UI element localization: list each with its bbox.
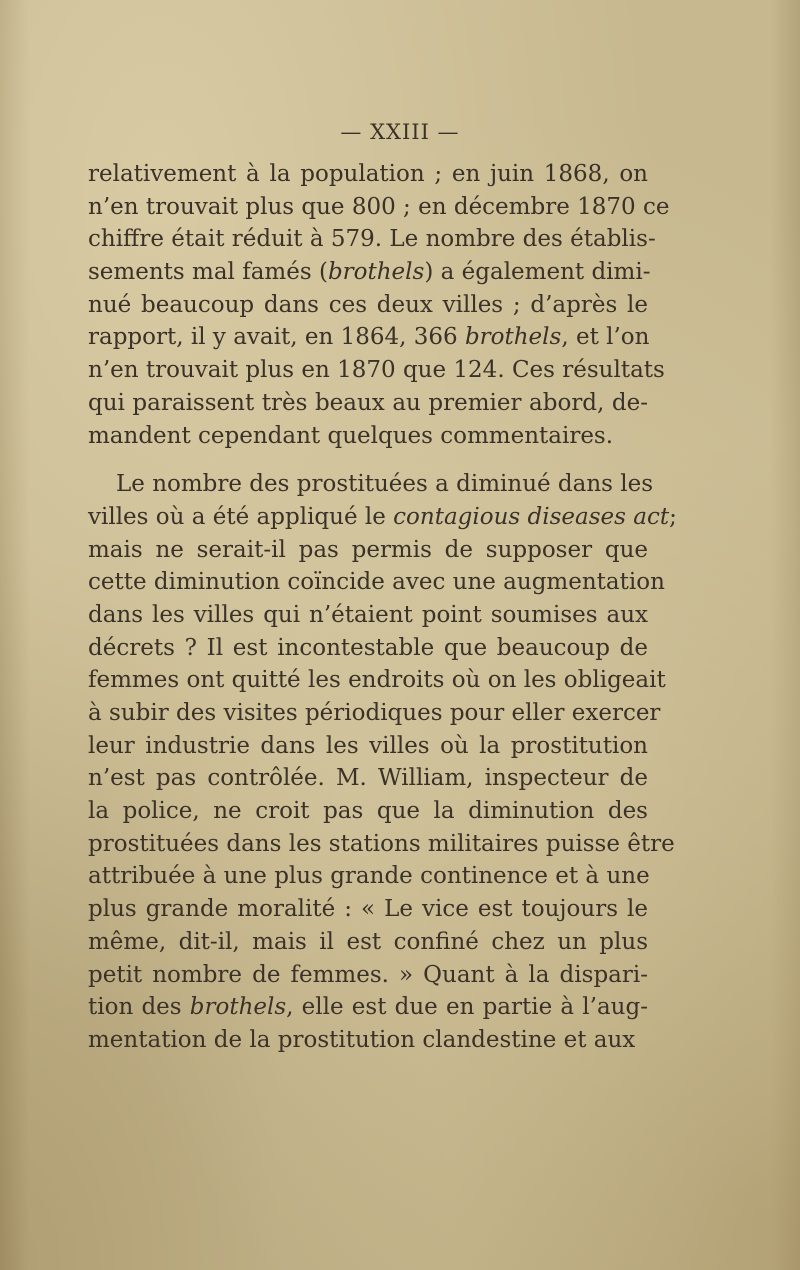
text-line: nué beaucoup dans ces deux villes ; d’après le	[88, 291, 648, 318]
text-line: à subir des visites périodiques pour eller exercer	[88, 700, 661, 726]
text-line: qui paraissent très beaux au premier abord, de-	[88, 389, 648, 416]
text-line: plus grande moralité : « Le vice est toujours le	[88, 896, 648, 923]
text-line: n’en trouvait plus en 1870 que 124. Ces résultats	[88, 357, 665, 384]
text-line: villes où a été appliqué le contagious diseases act;	[88, 503, 677, 530]
paragraph-2	[88, 468, 677, 1056]
text-line: décrets ? Il est incontestable que beaucoup de	[88, 634, 648, 661]
paragraph-1	[88, 158, 670, 452]
body-text	[88, 158, 677, 1057]
paragraph-gap	[88, 452, 648, 468]
text-line: mais ne serait-il pas permis de supposer que	[88, 536, 648, 563]
text-line: tion des brothels, elle est due en partie à l’aug-	[88, 994, 648, 1021]
text-line: n’en trouvait plus que 800 ; en décembre 1870 ce	[88, 193, 670, 220]
text-line: petit nombre de femmes. » Quant à la dispari-	[88, 961, 648, 988]
text-line: cette diminution coïncide avec une augmentation	[88, 569, 665, 596]
text-line: rapport, il y avait, en 1864, 366 brothels, et l’on	[88, 324, 650, 351]
text-line: chiffre était réduit à 579. Le nombre des établis-	[88, 226, 656, 253]
text-line: prostituées dans les stations militaires puisse être	[88, 830, 675, 857]
text-line: mandent cependant quelques commentaires.	[88, 422, 614, 449]
text-line: sements mal famés (brothels) a également dimi-	[88, 259, 651, 286]
text-line: leur industrie dans les villes où la prostitution	[88, 732, 648, 759]
text-line: attribuée à une plus grande continence et à une	[88, 863, 650, 890]
text-line: femmes ont quitté les endroits où on les obligeait	[88, 667, 666, 694]
text-line: Le nombre des prostituées a diminué dans les	[116, 471, 654, 498]
text-line: mentation de la prostitution clandestine et aux	[88, 1026, 636, 1053]
text-line: même, dit-il, mais il est confiné chez un plus	[88, 928, 648, 955]
text-line: n’est pas contrôlée. M. William, inspecteur de	[88, 765, 648, 792]
text-line: dans les villes qui n’étaient point soumises aux	[88, 601, 648, 628]
text-line: relativement à la population ; en juin 1868, on	[88, 161, 648, 187]
page-number-header: — XXIII —	[340, 120, 460, 144]
text-line: la police, ne croit pas que la diminution des	[88, 798, 648, 825]
